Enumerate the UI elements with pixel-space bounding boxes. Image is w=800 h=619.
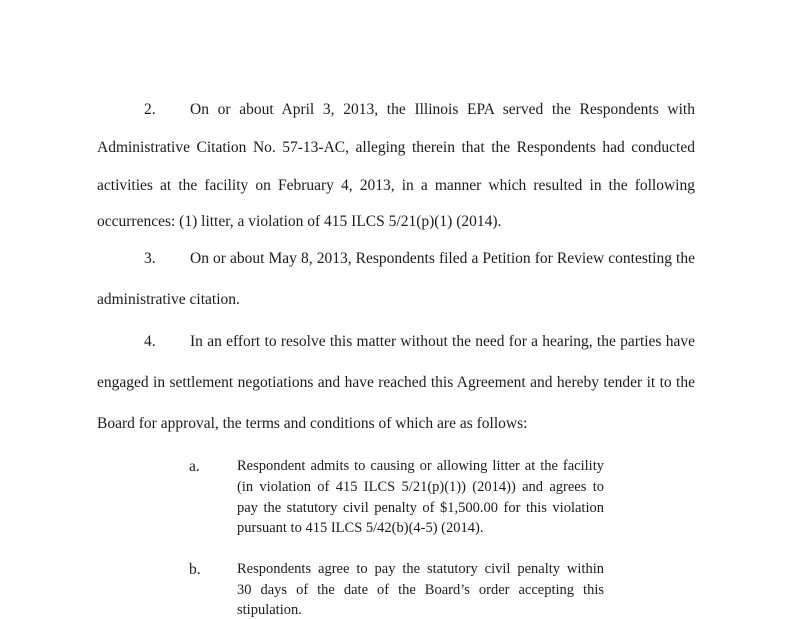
paragraph-line: engaged in settlement negotiations and have reached this Agreement and hereby tender it to the (97, 374, 695, 391)
paragraph-line: administrative citation. (97, 291, 240, 308)
subitem-letter: b. (189, 561, 201, 578)
subitem-line: pursuant to 415 ILCS 5/42(b)(4-5) (2014). (237, 520, 484, 536)
paragraph-line: occurrences: (1) litter, a violation of 415 ILCS 5/21(p)(1) (2014). (97, 213, 502, 230)
paragraph-line: On or about May 8, 2013, Respondents filed a Petition for Review contesting the (190, 250, 695, 267)
paragraph-line: In an effort to resolve this matter without the need for a hearing, the parties have (190, 333, 695, 350)
subitem-line: stipulation. (237, 602, 302, 618)
subitem-line: (in violation of 415 ILCS 5/21(p)(1)) (2014)) and agrees to (237, 479, 604, 495)
paragraph-line: Administrative Citation No. 57-13-AC, alleging therein that the Respondents had conducted (97, 139, 695, 156)
paragraph-number: 4. (144, 333, 156, 350)
paragraph-line: Board for approval, the terms and conditions of which are as follows: (97, 415, 528, 432)
subitem-line: pay the statutory civil penalty of $1,500.00 for this violation (237, 500, 604, 516)
subitem-line: 30 days of the date of the Board’s order accepting this (237, 582, 604, 598)
subitem-line: Respondents agree to pay the statutory civil penalty within (237, 561, 604, 577)
subitem-line: Respondent admits to causing or allowing litter at the facility (237, 458, 604, 474)
paragraph-number: 3. (144, 250, 156, 267)
paragraph-line: activities at the facility on February 4, 2013, in a manner which resulted in the following (97, 177, 695, 194)
paragraph-line: On or about April 3, 2013, the Illinois EPA served the Respondents with (190, 101, 695, 118)
subitem-letter: a. (189, 458, 200, 475)
paragraph-number: 2. (144, 101, 156, 118)
